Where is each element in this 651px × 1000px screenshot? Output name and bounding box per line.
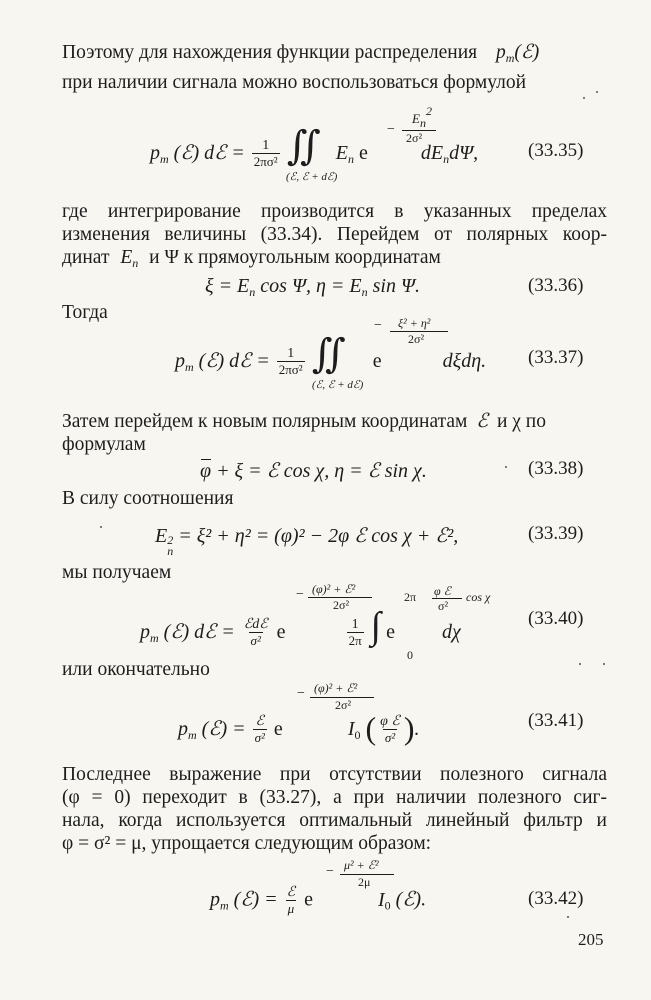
- eqno-33-39: (33.39): [528, 523, 584, 544]
- equation-33-39: E 2 n = ξ² + η² = (φ)² − 2φ ℰ cos χ + ℰ²,: [155, 525, 459, 558]
- text: Поэтому для нахождения функции распределения: [62, 42, 478, 63]
- exponent-num-33-42: μ² + ℰ²: [344, 858, 379, 872]
- exponent-num-33-37: ξ² + η²: [398, 316, 431, 330]
- exponent2-tail-33-40: cos χ: [466, 590, 491, 604]
- equation-33-41: $p_m$ (ℰ) = $\frac{\text{ℰ}}{\text{σ²}}$ e $I_0$ ( $\frac{\text{φ ℰ}}{\text{σ²}}$ ).: [178, 710, 420, 746]
- eqno-33-37: (33.37): [528, 347, 584, 368]
- exponent-minus-33-41: −: [297, 686, 305, 701]
- paragraph-7: или окончательно: [62, 659, 210, 680]
- inline-pm: $p_m(ℰ)$: [495, 42, 540, 65]
- exponent-denom-33-42: 2μ: [358, 875, 371, 889]
- exponent-minus-33-42: −: [326, 864, 334, 879]
- exponent-minus-33-37: −: [374, 318, 382, 333]
- paragraph-1-line-1: [62, 40, 607, 71]
- exponent-minus-33-35: −: [387, 122, 395, 137]
- exponent-num-33-41: (φ)² + ℰ²: [314, 681, 358, 695]
- paragraph-2-line-2: изменения величины (33.34). Перейдем от полярных коор-: [62, 224, 607, 245]
- exponent-denom-33-37: 2σ²: [408, 332, 425, 346]
- eqno-33-35: (33.35): [528, 140, 584, 161]
- eqno-33-36: (33.36): [528, 275, 584, 296]
- paragraph-3: Тогда: [62, 302, 108, 323]
- eqno-33-41: (33.41): [528, 710, 584, 731]
- paragraph-4-line-2: формулам: [62, 434, 146, 455]
- eqno-33-42: (33.42): [528, 888, 584, 909]
- exponent-denom-33-41: 2σ²: [335, 698, 352, 712]
- paragraph-1-line-2: при наличии сигнала можно воспользоваться формулой: [62, 72, 527, 93]
- eqno-33-40: (33.40): [528, 608, 584, 629]
- equation-33-35: $p_m$ (ℰ) dℰ = $\frac{1}{\text{2πσ²}}$ ∬ $E_n$ e $dE_nd\Psi$,: [150, 123, 479, 170]
- equation-33-42: $p_m$ (ℰ) = $\frac{\text{ℰ}}{\mu}$ e $I_0$ (ℰ).: [210, 885, 427, 916]
- page-number: 205: [578, 930, 604, 949]
- equation-33-36: $\xi = E_n$ cos Ψ, $\eta = E_n$ sin Ψ.: [205, 275, 421, 299]
- equation-33-37: $p_m$ (ℰ) dℰ = $\frac{1}{\text{2πσ²}}$ ∬ e dξdη.: [175, 331, 487, 378]
- exponent2-num-33-40: φ ℰ: [434, 584, 451, 598]
- exponent2-denom-33-40: σ²: [438, 599, 449, 613]
- eqno-33-38: (33.38): [528, 458, 584, 479]
- limits-33-37: (ℰ, ℰ + dℰ): [312, 379, 364, 391]
- exponent-num-33-40: (φ)² + ℰ²: [312, 582, 356, 596]
- int-upper-33-40: 2π: [404, 590, 417, 604]
- paragraph-6: мы получаем: [62, 562, 172, 583]
- paragraph-2-line-1: где интегрирование производится в указанных пределах: [62, 201, 607, 222]
- paragraph-8-line-3: нала, когда используется оптимальный линейный фильтр и: [62, 810, 607, 831]
- limits-33-35: (ℰ, ℰ + dℰ): [286, 171, 338, 183]
- exponent-33-35: En2: [412, 104, 432, 130]
- equation-33-40: $p_m$ (ℰ) dℰ = $\frac{\text{ℰdℰ}}{\text{σ²}}$ e $\frac{1}{2\pi}$ ∫ e dχ: [140, 605, 461, 649]
- paragraph-5: В силу соотношения: [62, 488, 234, 509]
- exponent-denom-33-35: 2σ²: [406, 131, 423, 145]
- paragraph-8-line-2: (φ = 0) переходит в (33.27), а при наличии полезного сиг-: [62, 787, 607, 808]
- paragraph-2-line-3: динат $E_n$ и Ψ к прямоугольным координатам: [62, 247, 441, 270]
- exponent-minus-33-40: −: [296, 587, 304, 602]
- equation-33-38: φ + ξ = ℰ cos χ, η = ℰ sin χ.: [200, 460, 427, 482]
- exponent-denom-33-40: 2σ²: [333, 598, 350, 612]
- paragraph-8-line-4: φ = σ² = μ, упрощается следующим образом:: [62, 833, 432, 854]
- paragraph-4-line-1: Затем перейдем к новым полярным координатам ℰ и χ по: [62, 411, 546, 432]
- int-lower-33-40: 0: [407, 648, 413, 662]
- paragraph-8-line-1: Последнее выражение при отсутствии полезного сигнала: [62, 764, 607, 785]
